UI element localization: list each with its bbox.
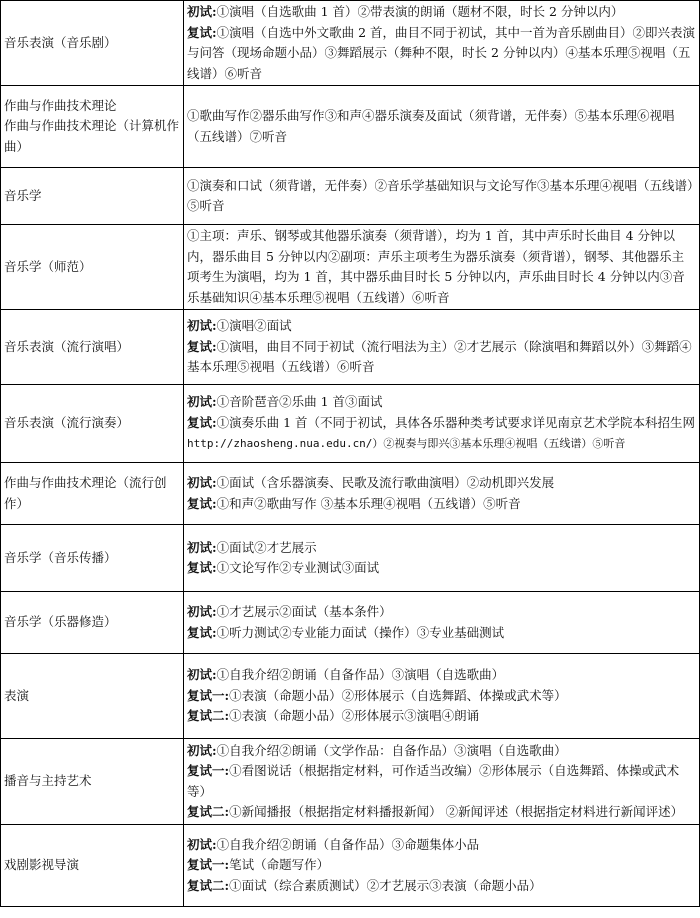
requirement-line: [187, 802, 696, 823]
requirement-text: ①歌曲写作②器乐曲写作③和声④器乐演奏及面试（须背谱，无伴奏）⑤基本乐理⑥视唱（五线谱）⑦听音: [187, 108, 675, 144]
exam-round-label: 复试:: [187, 495, 217, 511]
table-row: [1, 825, 700, 907]
major-cell: [1, 225, 184, 310]
requirement-line: [187, 623, 696, 644]
major-cell: [1, 592, 184, 654]
requirement-line: [187, 855, 696, 876]
requirements-cell: [184, 654, 700, 739]
exam-round-label: 初试:: [187, 318, 217, 334]
exam-round-label: 初试:: [187, 539, 217, 555]
exam-round-label: 复试二:: [187, 877, 230, 893]
table-row: [1, 739, 700, 825]
requirement-line: [187, 433, 696, 455]
requirement-text: ①自我介绍②朗诵（自备作品）③命题集体小品: [216, 836, 480, 852]
exam-round-label: 复试二:: [187, 708, 230, 724]
table-body: [1, 1, 700, 907]
major-name: 音乐表演（流行演唱）: [4, 338, 130, 354]
requirements-cell: [184, 86, 700, 168]
major-cell: [1, 168, 184, 225]
requirement-line: [187, 741, 696, 762]
requirement-line: [187, 876, 696, 897]
requirement-text: ①自我介绍②朗诵（文学作品：自备作品）③演唱（自选歌曲）: [216, 742, 567, 758]
requirement-text: ①文论写作②专业测试③面试: [216, 560, 380, 575]
major-name: 音乐表演（音乐剧）: [4, 34, 117, 50]
requirement-line: [187, 706, 696, 727]
table-row: [1, 168, 700, 225]
requirement-line: [187, 835, 696, 856]
requirement-line: [187, 226, 696, 308]
major-name: 音乐学（音乐传播）: [4, 549, 117, 565]
requirement-text: ①新闻播报（根据指定材料播报新闻） ②新闻评述（根据指定材料进行新闻评述）: [229, 804, 684, 819]
requirements-cell: [184, 525, 700, 592]
exam-round-label: 复试:: [187, 338, 217, 354]
major-name: 音乐学（乐器修造）: [4, 614, 117, 630]
major-name: 作曲与作曲技术理论（计算机作曲）: [4, 118, 180, 154]
requirement-text: ①听力测试②专业能力面试（操作）③专业基础测试: [216, 624, 505, 640]
major-cell: [1, 385, 184, 463]
major-name: 音乐表演（流行演奏）: [4, 415, 130, 431]
requirement-line: [187, 761, 696, 802]
exam-round-label: 初试:: [187, 836, 217, 852]
requirement-line: [187, 23, 696, 85]
requirement-line: [187, 686, 696, 707]
requirements-cell: [184, 310, 700, 385]
requirement-text: ①面试（含乐器演奏、民歌及流行歌曲演唱）②动机即兴发展: [216, 475, 555, 490]
requirement-line: [187, 392, 696, 413]
requirement-line: [187, 316, 696, 337]
requirement-text: ①演奏乐曲 1 首（不同于初试，具体各乐器种类考试要求详见南京艺术学院本科招生网: [216, 414, 696, 430]
major-name: 戏剧影视导演: [4, 857, 80, 873]
requirements-cell: [184, 592, 700, 654]
major-name: 播音与主持艺术: [4, 773, 92, 789]
major-cell: [1, 310, 184, 385]
major-cell: [1, 463, 184, 525]
requirement-text: ①看图说话（根据指定材料，可作适当改编）②形体展示（自选舞蹈、体操或武术等）: [187, 763, 680, 799]
requirement-line: [187, 2, 696, 23]
requirement-text: ①演唱，曲目不同于初试（流行唱法为主）②才艺展示（除演唱和舞蹈以外）③舞蹈④基本乐理⑤视唱（五线谱）⑥听音: [187, 338, 692, 375]
exam-round-label: 初试:: [187, 667, 217, 683]
requirement-text: ①演奏和口试（须背谱，无伴奏）②音乐学基础知识与文论写作③基本乐理④视唱（五线谱）⑤听音: [187, 177, 694, 213]
requirement-text: ①演唱（自选歌曲 1 首）②带表演的朗诵（题材不限，时长 2 分钟以内）: [216, 4, 624, 19]
requirement-text: http://zhaosheng.nua.edu.cn/）②视奏与即兴③基本乐理④视唱（五线谱）⑤听音: [187, 437, 626, 451]
major-cell: [1, 654, 184, 739]
exam-round-label: 复试一:: [187, 687, 230, 703]
requirement-line: [187, 538, 696, 559]
exam-round-label: 复试一:: [187, 857, 230, 873]
requirements-cell: [184, 225, 700, 310]
major-cell: [1, 1, 184, 86]
requirements-cell: [184, 1, 700, 86]
exam-round-label: 复试:: [187, 624, 217, 640]
table-row: [1, 654, 700, 739]
major-name: 音乐学（师范）: [4, 258, 92, 274]
requirement-text: 笔试（命题写作）: [229, 857, 330, 873]
major-name: 作曲与作曲技术理论: [4, 97, 117, 113]
requirement-text: ①表演（命题小品）②形体展示③演唱④朗诵: [229, 708, 480, 724]
requirement-text: ①演唱（自选中外文歌曲 2 首，曲目不同于初试，其中一首为音乐剧曲目）②即兴表演与问答（现场命题小品）③舞蹈展示（舞种不限，时长 2 分钟以内）④基本乐理⑤视唱（五线谱）⑥听音: [187, 24, 696, 81]
requirement-line: [187, 558, 696, 579]
requirement-text: ①表演（命题小品）②形体展示（自选舞蹈、体操或武术等）: [229, 687, 567, 703]
requirements-cell: [184, 385, 700, 463]
requirement-text: ①才艺展示②面试（基本条件）: [216, 604, 392, 619]
requirements-cell: [184, 739, 700, 825]
major-cell: [1, 86, 184, 168]
table-row: [1, 463, 700, 525]
major-cell: [1, 739, 184, 825]
exam-round-label: 初试:: [187, 604, 217, 619]
table-row: [1, 385, 700, 463]
exam-round-label: 初试:: [187, 742, 217, 758]
major-name: 作曲与作曲技术理论（流行创作）: [4, 475, 167, 511]
exam-round-label: 复试:: [187, 24, 217, 40]
requirement-text: ①主项：声乐、钢琴或其他器乐演奏（须背谱），均为 1 首，其中声乐时长曲目 4 分钟以内，器乐曲目 5 分钟以内②副项：声乐主项考生为器乐演奏（须背谱），钢琴、其他器乐主项考生为演唱，均为 1 首，其中器乐曲目时长 5 分钟以内，声乐曲目时长 4 分钟以内③音乐基础知识④基本乐理⑤视唱（五线谱）⑥听音: [187, 228, 685, 305]
requirement-line: [187, 665, 696, 686]
requirement-line: [187, 602, 696, 623]
table-row: [1, 1, 700, 86]
requirement-text: ①音阶琶音②乐曲 1 首③面试: [216, 394, 383, 410]
requirement-text: ①面试②才艺展示: [216, 539, 317, 555]
requirement-line: [187, 413, 696, 434]
table-row: [1, 310, 700, 385]
major-cell: [1, 525, 184, 592]
requirements-cell: [184, 463, 700, 525]
requirement-line: [187, 337, 696, 378]
requirement-text: ①自我介绍②朗诵（自备作品）③演唱（自选歌曲）: [216, 667, 505, 683]
exam-round-label: 复试二:: [187, 804, 230, 819]
major-cell: [1, 825, 184, 907]
requirements-cell: [184, 168, 700, 225]
requirement-line: [187, 106, 696, 147]
requirement-line: [187, 494, 696, 515]
exam-round-label: 初试:: [187, 394, 217, 410]
table-row: [1, 592, 700, 654]
requirements-cell: [184, 825, 700, 907]
table-row: [1, 225, 700, 310]
exam-round-label: 复试:: [187, 414, 217, 430]
exam-round-label: 复试:: [187, 560, 217, 575]
requirement-text: ①和声②歌曲写作 ③基本乐理④视唱（五线谱）⑤听音: [216, 495, 521, 511]
major-name: 音乐学: [4, 187, 42, 203]
table-row: [1, 86, 700, 168]
requirement-line: [187, 473, 696, 494]
requirement-line: [187, 176, 696, 217]
requirement-text: ①演唱②面试: [216, 318, 292, 334]
exam-round-label: 复试一:: [187, 763, 230, 778]
exam-round-label: 初试:: [187, 475, 217, 490]
major-name: 表演: [4, 687, 30, 703]
table-row: [1, 525, 700, 592]
exam-round-label: 初试:: [187, 4, 217, 19]
requirement-text: ①面试（综合素质测试）②才艺展示③表演（命题小品）: [229, 877, 542, 893]
